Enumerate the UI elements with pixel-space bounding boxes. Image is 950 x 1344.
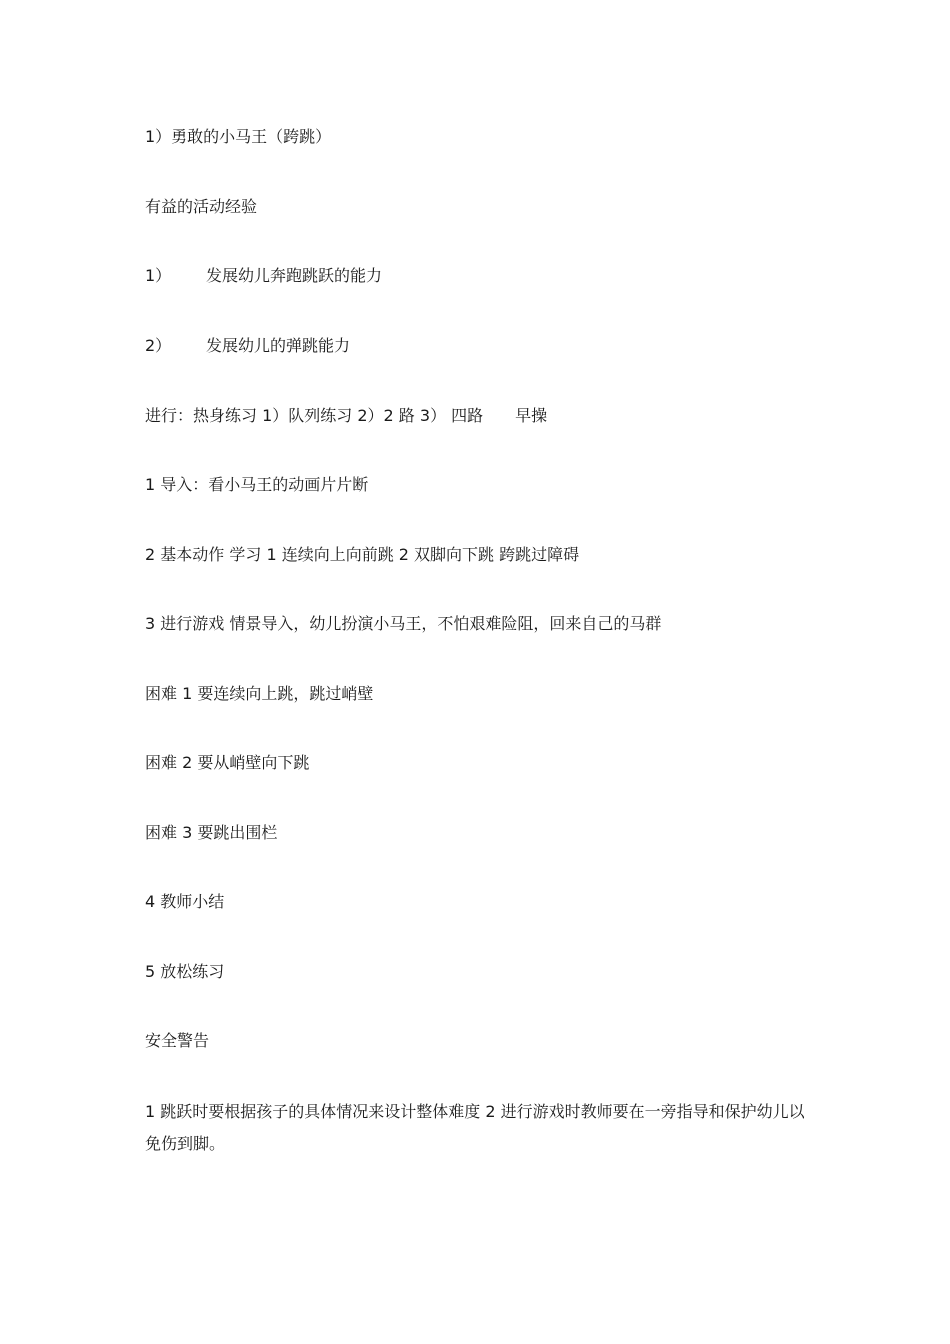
safety-text: 1 跳跃时要根据孩子的具体情况来设计整体难度 2 进行游戏时教师要在一旁指导和保护幼儿以免伤到脚。 <box>145 1102 805 1153</box>
goal-number: 1） <box>145 266 172 285</box>
safety-heading: 安全警告 <box>145 1031 210 1050</box>
step-item: 困难 2 要从峭壁向下跳 <box>145 753 310 772</box>
goal-text: 发展幼儿的弹跳能力 <box>206 336 351 355</box>
step-item: 困难 1 要连续向上跳，跳过峭壁 <box>145 684 374 703</box>
step-item: 5 放松练习 <box>145 962 225 981</box>
step-item: 1 导入：看小马王的动画片片断 <box>145 475 369 494</box>
step-item: 4 教师小结 <box>145 892 225 911</box>
section-heading-experience: 有益的活动经验 <box>145 197 258 216</box>
goal-number: 2） <box>145 336 172 355</box>
step-item: 2 基本动作 学习 1 连续向上向前跳 2 双脚向下跳 跨跳过障碍 <box>145 545 580 564</box>
step-item: 困难 3 要跳出围栏 <box>145 823 278 842</box>
goal-item <box>145 336 350 356</box>
activity-title: 1）勇敢的小马王（跨跳） <box>145 127 332 146</box>
goal-item <box>145 266 382 286</box>
step-item: 3 进行游戏 情景导入，幼儿扮演小马王，不怕艰难险阻，回来自己的马群 <box>145 614 662 633</box>
goal-text: 发展幼儿奔跑跳跃的能力 <box>206 266 383 285</box>
procedure-line: 进行：热身练习 1）队列练习 2）2 路 3） 四路 早操 <box>145 406 548 425</box>
